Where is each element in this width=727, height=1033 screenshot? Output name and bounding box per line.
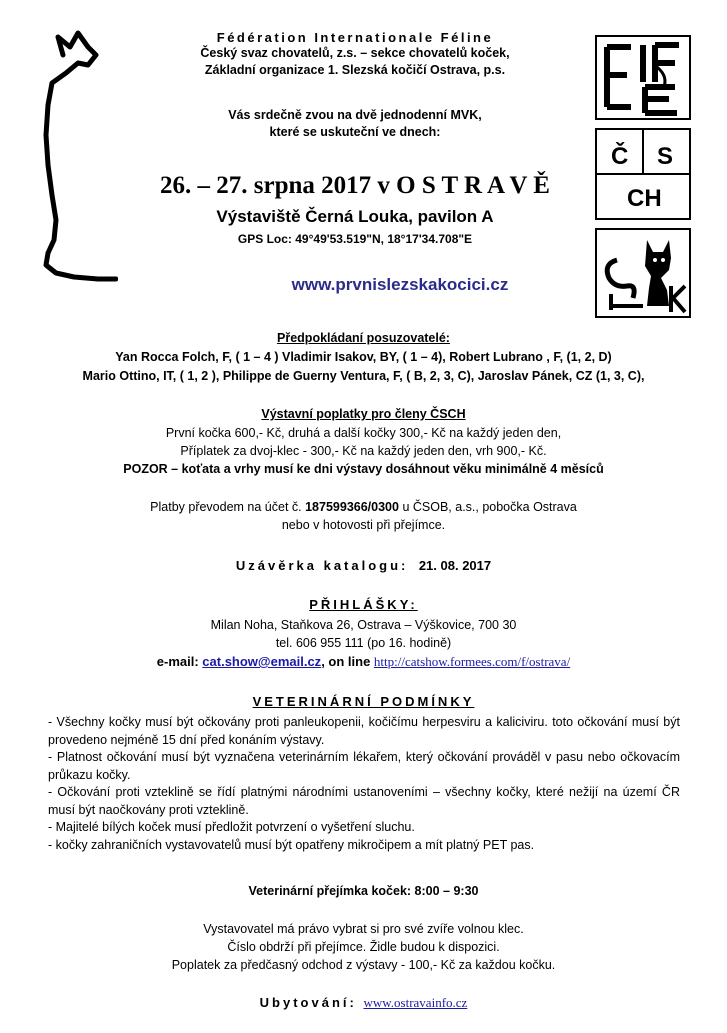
online-form-link[interactable]: http://catshow.formees.com/f/ostrava/ (373, 654, 571, 669)
vet-item: - Všechny kočky musí být očkovány proti panleukopenii, kočičímu herpesviru a kaliciviru. toto očkování musí být provedeno nejméně 15 dní před konáním výstavy. (48, 715, 680, 747)
vet-item: - Platnost očkování musí být vyznačena veterinárním lékařem, který očkování prováděl v pasu nebo očkovacím průkazu kočky. (48, 750, 680, 782)
applications-heading: PŘIHLÁŠKY: (309, 597, 418, 612)
vet-reception: Veterinární přejímka koček: 8:00 – 9:30 (248, 884, 479, 898)
payment-prefix: Platby převodem na účet č. (150, 500, 306, 514)
payment-line-2: nebo v hotovosti při přejímce. (281, 518, 446, 532)
skk-cat-logo (595, 228, 691, 318)
event-date: 26. – 27. srpna 2017 v O S T R A V Ě (160, 172, 550, 199)
cat-silhouette-icon (18, 25, 118, 295)
notes-line-2: Číslo obdrží při přejímce. Židle budou k dispozici. (227, 940, 500, 954)
judges-line-2: Mario Ottino, IT, ( 1, 2 ), Philippe de Guerny Ventura, F, ( B, 2, 3, C), Jaroslav Pánek, CZ (1, 3, C), (82, 369, 645, 383)
applications-phone: tel. 606 955 111 (po 16. hodině) (275, 636, 452, 650)
website-link[interactable]: www.prvnislezskakocici.cz (291, 275, 509, 294)
accommodation-link[interactable]: www.ostravainfo.cz (363, 995, 468, 1010)
csch-logo (595, 128, 691, 220)
email-link[interactable]: cat.show@email.cz (202, 654, 322, 669)
svg-text:CH: CH (627, 185, 662, 212)
black-cat-icon (597, 230, 689, 316)
vet-heading: VETERINÁRNÍ PODMÍNKY (252, 694, 475, 709)
venue: Výstaviště Černá Louka, pavilon A (216, 207, 494, 226)
fife-logo (595, 35, 691, 120)
fife-logo-icon (597, 37, 689, 118)
gps-location: GPS Loc: 49°49'53.519"N, 18°17'34.708"E (237, 232, 473, 246)
judges-line-1: Yan Rocca Folch, F, ( 1 – 4 ) Vladimir Isakov, BY, ( 1 – 4), Robert Lubrano , F, (1, 2, D) (115, 350, 612, 364)
notes-line-3: Poplatek za předčasný odchod z výstavy - 100,- Kč za každou kočku. (171, 958, 556, 972)
bank-account: 187599366/0300 (305, 500, 399, 514)
svg-text:Č: Č (611, 143, 629, 170)
catalog-deadline (0, 557, 727, 575)
fees-line-1: První kočka 600,- Kč, druhá a další kočky 300,- Kč na každý jeden den, (165, 426, 562, 440)
accommodation-label: Ubytování: (259, 995, 364, 1010)
deadline-label: Uzávěrka katalogu: (235, 558, 409, 573)
vet-item: - Majitelé bílých koček musí předložit potvrzení o vyšetření sluchu. (48, 820, 415, 834)
invite-line-1: Vás srdečně zvou na dvě jednodenní MVK, (228, 108, 482, 122)
fife-title: Fédération Internationale Féline (216, 30, 494, 45)
applications-contact (0, 654, 727, 670)
fees-warning: POZOR – koťata a vrhy musí ke dni výstavy dosáhnout věku minimálně 4 měsíců (123, 462, 604, 476)
deadline-date: 21. 08. 2017 (418, 558, 492, 573)
judges-heading: Předpokládaní posuzovatelé: (277, 331, 450, 345)
vet-conditions-list (48, 714, 680, 854)
email-label: e-mail: (156, 654, 203, 669)
invite-line-2: které se uskuteční ve dnech: (269, 125, 441, 139)
accommodation (0, 994, 727, 1012)
payment-suffix: u ČSOB, a.s., pobočka Ostrava (398, 500, 577, 514)
org-line-1: Český svaz chovatelů, z.s. – sekce chovatelů koček, (200, 46, 510, 60)
online-label: , on line (321, 654, 374, 669)
org-line-2: Základní organizace 1. Slezská kočičí Ostrava, p.s. (204, 63, 506, 77)
vet-item: - Očkování proti vzteklině se řídí platnými národními ustanoveními – všechny kočky, které nežijí na území ČR musí být naočkovány proti vzteklině. (48, 785, 680, 817)
notes-line-1: Vystavovatel má právo vybrat si pro své zvíře volnou klec. (203, 922, 524, 936)
applications-address: Milan Noha, Staňkova 26, Ostrava – Výškovice, 700 30 (210, 618, 517, 632)
csch-logo-icon (597, 130, 689, 218)
payment-line-1 (0, 500, 727, 514)
fees-heading: Výstavní poplatky pro členy ČSCH (261, 407, 466, 421)
fees-line-2: Příplatek za dvoj-klec - 300,- Kč na každý jeden den, vrh 900,- Kč. (180, 444, 547, 458)
svg-text:S: S (657, 143, 674, 170)
vet-item: - kočky zahraničních vystavovatelů musí být opatřeny mikročipem a mít platný PET pas. (48, 837, 535, 852)
